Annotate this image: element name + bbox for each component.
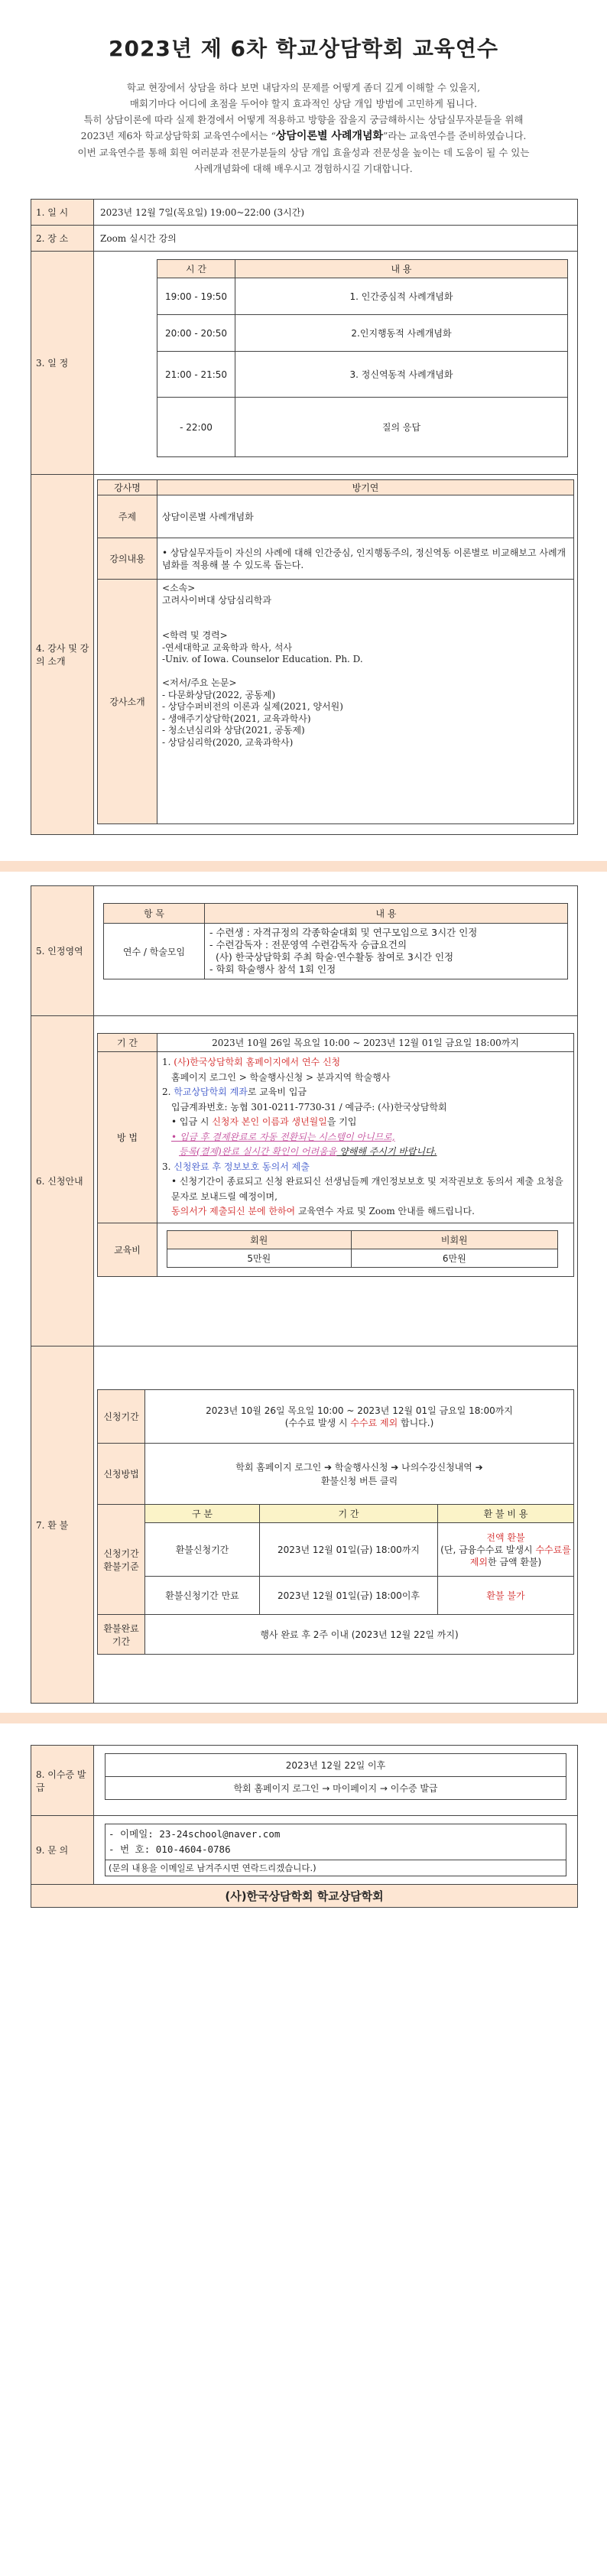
certificate-row bbox=[31, 1746, 577, 1816]
schedule-time: 21:00 - 21:50 bbox=[157, 352, 235, 398]
fee-table bbox=[167, 1230, 558, 1268]
intro-line: 특히 상담이론에 따라 실제 환경에서 어떻게 적용하고 방향을 잡을지 궁금해하시는 상담실무자분들을 위해 bbox=[83, 114, 524, 125]
certificate-date: 2023년 12월 22일 이후 bbox=[105, 1754, 566, 1777]
cert-header bbox=[104, 904, 568, 924]
rs-type: 환불신청기간 만료 bbox=[145, 1577, 260, 1615]
schedule-header-content: 내 용 bbox=[235, 260, 568, 278]
cert-table bbox=[103, 903, 568, 979]
content-value: • 상담실무자들이 자신의 사례에 대해 인간중심, 인지행동주의, 정신역동 이론별로 비교해보고 사례개념화를 적용해 볼 수 있도록 돕는다. bbox=[157, 538, 574, 580]
cert-area-label: 5. 인정영역 bbox=[31, 886, 94, 1015]
detail-text: • 입금 시 bbox=[171, 1116, 213, 1127]
step-text: 로 교육비 입금 bbox=[247, 1087, 307, 1097]
date-value: 2023년 12월 7일(목요일) 19:00~22:00 (3시간) bbox=[100, 207, 305, 218]
inquiry-email[interactable]: - 이메일: 23-24school@naver.com bbox=[109, 1828, 281, 1840]
bio-row bbox=[98, 580, 574, 824]
lecturer-label: 4. 강사 및 강의 소개 bbox=[31, 475, 94, 834]
bio-line: - 상담심리학(2020, 교육과학사) bbox=[162, 736, 294, 748]
schedule-row-item bbox=[157, 315, 568, 352]
step-number: 3. bbox=[162, 1161, 174, 1172]
refund-standard-label: 신청기간 환불기준 bbox=[98, 1505, 145, 1615]
topic-value: 상담이론별 사례개념화 bbox=[157, 495, 574, 538]
bio-line: -연세대학교 교육학과 학사, 석사 bbox=[162, 642, 293, 653]
inquiry-row bbox=[31, 1816, 577, 1885]
cert-line: - 수련생 : 자격규정의 각종학술대회 및 연구모임으로 3시간 인정 bbox=[209, 927, 478, 938]
lecturer-header bbox=[98, 480, 574, 495]
schedule-time: 20:00 - 20:50 bbox=[157, 315, 235, 352]
note-highlight: 수수료 제외 bbox=[350, 1417, 398, 1428]
note-text: 한 금액 환불) bbox=[487, 1556, 542, 1567]
fee-nonmember: 6만원 bbox=[351, 1249, 557, 1267]
method-row bbox=[98, 1052, 574, 1223]
method-label: 방 법 bbox=[98, 1052, 157, 1223]
bio-line bbox=[162, 606, 569, 619]
rs-period: 2023년 12월 01일(금) 18:00이후 bbox=[260, 1577, 438, 1615]
refund-method-row bbox=[98, 1444, 574, 1505]
refund-period-label: 신청기간 bbox=[98, 1390, 145, 1444]
refund-standard-row bbox=[98, 1577, 574, 1615]
footer-organization: (사)한국상담학회 학교상담학회 bbox=[31, 1885, 577, 1908]
method-detail bbox=[162, 1204, 569, 1220]
detail-text: 교육연수 자료 및 Zoom 안내를 해드립니다. bbox=[295, 1206, 475, 1217]
refund-method-text: 환불신청 버튼 클릭 bbox=[320, 1475, 398, 1486]
apply-label: 6. 신청안내 bbox=[31, 1016, 94, 1346]
rs-cost: 환불 불가 bbox=[438, 1577, 574, 1615]
certificate-label: 8. 이수증 발급 bbox=[31, 1746, 94, 1815]
lecturer-table-wrap bbox=[94, 475, 577, 834]
schedule-table bbox=[157, 259, 568, 457]
fee-value bbox=[157, 1223, 574, 1276]
bio-line: - 다문화상담(2022, 공동제) bbox=[162, 689, 276, 700]
info-section-1 bbox=[31, 199, 578, 835]
rs-header-period: 기 간 bbox=[260, 1505, 438, 1523]
step-title: 신청완료 후 정보보호 동의서 제출 bbox=[174, 1161, 310, 1172]
date-label: 1. 일 시 bbox=[31, 200, 94, 225]
rs-cost-note bbox=[438, 1544, 573, 1568]
lecturer-row bbox=[31, 475, 577, 834]
schedule-row-item bbox=[157, 352, 568, 398]
method-detail: 홈페이지 로그인 > 학술행사신청 > 분과지역 학술행사 bbox=[171, 1071, 391, 1083]
refund-label: 7. 환 불 bbox=[31, 1346, 94, 1703]
date-row bbox=[31, 200, 577, 226]
bio-line: <소속> bbox=[162, 583, 196, 593]
method-value bbox=[157, 1052, 574, 1223]
schedule-header-time: 시 간 bbox=[157, 260, 235, 278]
inquiry-note: (문의 내용을 이메일로 남겨주시면 연락드리겠습니다.) bbox=[105, 1860, 566, 1876]
intro-line bbox=[0, 128, 607, 145]
refund-row bbox=[31, 1346, 577, 1703]
method-note: • 입금 후 결제완료로 자동 전환되는 시스템이 아니므로, bbox=[171, 1131, 395, 1142]
schedule-content: 질의 응답 bbox=[235, 398, 568, 457]
refund-method-text: 학회 홈페이지 로그인 ➔ 학술행사신청 ➔ 나의수강신청내역 ➔ bbox=[235, 1461, 483, 1473]
method-step-2 bbox=[162, 1085, 569, 1100]
fee-row bbox=[98, 1223, 574, 1276]
info-section-2 bbox=[31, 885, 578, 1704]
refund-done-value: 행사 완료 후 2주 이내 (2023년 12월 22일 까지) bbox=[145, 1615, 574, 1655]
detail-text: 을 기입 bbox=[326, 1116, 357, 1127]
intro-line: 이번 교육연수를 통해 회원 여러분과 전문가분들의 상담 개입 효율성과 전문성을 높이는 데 도움이 될 수 있는 bbox=[77, 147, 530, 158]
bio-line: - 상담수퍼비전의 이론과 실제(2021, 양서원) bbox=[162, 701, 343, 712]
schedule-table-wrap bbox=[94, 252, 577, 474]
schedule-header bbox=[157, 260, 568, 278]
fee-header-member: 회원 bbox=[167, 1230, 352, 1249]
inquiry-phone[interactable]: - 번 호: 010-4604-0786 bbox=[109, 1843, 231, 1855]
schedule-row-item bbox=[157, 278, 568, 315]
cert-row bbox=[104, 924, 568, 979]
cert-header-content: 내 용 bbox=[205, 904, 568, 924]
refund-table-wrap bbox=[94, 1346, 577, 1703]
apply-table bbox=[97, 1033, 574, 1277]
apply-table-wrap bbox=[94, 1016, 577, 1346]
place-row bbox=[31, 226, 577, 252]
refund-period-row bbox=[98, 1390, 574, 1444]
topic-label: 주제 bbox=[98, 495, 157, 538]
intro-text bbox=[0, 80, 607, 177]
refund-done-row bbox=[98, 1615, 574, 1655]
refund-standard-row bbox=[98, 1523, 574, 1577]
note-text: (수수료 발생 시 bbox=[284, 1417, 351, 1428]
rs-cost-main: 전액 환불 bbox=[486, 1532, 525, 1543]
bio-line bbox=[162, 666, 569, 678]
certificate-path: 학회 홈페이지 로그인 → 마이페이지 → 이수증 발급 bbox=[105, 1777, 566, 1800]
period-row bbox=[98, 1034, 574, 1052]
schedule-row-item bbox=[157, 398, 568, 457]
note-text: 합니다.) bbox=[398, 1417, 434, 1428]
fee-label: 교육비 bbox=[98, 1223, 157, 1276]
cert-line: - 학회 학술행사 참석 1회 인정 bbox=[209, 963, 336, 975]
intro-text-part: ”라는 교육연수를 준비하였습니다. bbox=[383, 130, 527, 141]
method-step-3 bbox=[162, 1160, 569, 1175]
divider-band bbox=[0, 861, 607, 872]
method-detail bbox=[162, 1115, 569, 1130]
refund-table bbox=[97, 1389, 574, 1655]
bio-line: - 생애주기상담학(2021, 교육과학사) bbox=[162, 713, 311, 724]
schedule-content: 1. 인간중심적 사례개념화 bbox=[235, 278, 568, 315]
note-text: (단, 금융수수료 발생시 bbox=[440, 1544, 536, 1555]
fee-header bbox=[167, 1230, 558, 1249]
bio-value bbox=[157, 580, 574, 824]
schedule-content: 2.인지행동적 사례개념화 bbox=[235, 315, 568, 352]
step-title: (사)한국상담학회 홈페이지에서 연수 신청 bbox=[174, 1057, 341, 1067]
cert-header-item: 항 목 bbox=[104, 904, 205, 924]
refund-standard-header bbox=[98, 1505, 574, 1523]
method-step-1 bbox=[162, 1055, 569, 1070]
page-title: 2023년 제 6차 학교상담학회 교육연수 bbox=[108, 36, 499, 61]
step-number: 1. bbox=[162, 1057, 174, 1067]
schedule-time: 19:00 - 19:50 bbox=[157, 278, 235, 315]
divider-band bbox=[0, 1713, 607, 1723]
refund-period-text: 2023년 10월 26일 목요일 10:00 ~ 2023년 12월 01일 금요일 18:00까지 bbox=[206, 1405, 513, 1416]
fee-amounts bbox=[167, 1249, 558, 1267]
note-text: 양해해 주시기 바랍니다. bbox=[336, 1146, 437, 1157]
cert-content bbox=[205, 924, 568, 979]
lecturer-header-label: 강사명 bbox=[98, 480, 157, 495]
rs-header-cost: 환 불 비 용 bbox=[438, 1505, 574, 1523]
schedule-row bbox=[31, 252, 577, 475]
bio-line: - 청소년심리와 상담(2021, 공동제) bbox=[162, 725, 305, 736]
bio-label: 강사소개 bbox=[98, 580, 157, 824]
schedule-time: - 22:00 bbox=[157, 398, 235, 457]
step-number: 2. bbox=[162, 1087, 174, 1097]
topic-row bbox=[98, 495, 574, 538]
bio-line bbox=[162, 619, 569, 631]
cert-item: 연수 / 학술모임 bbox=[104, 924, 205, 979]
refund-method-value bbox=[145, 1444, 574, 1505]
refund-done-label: 환불완료 기간 bbox=[98, 1615, 145, 1655]
schedule-label: 3. 일 정 bbox=[31, 252, 94, 474]
intro-line: 학교 현장에서 상담을 하다 보면 내담자의 문제를 어떻게 좀더 깊게 이해할 수 있을지, bbox=[126, 82, 481, 93]
detail-highlight: 동의서가 제출되신 분에 한하여 bbox=[171, 1206, 296, 1217]
certificate-path-row bbox=[105, 1777, 566, 1800]
place-value: Zoom 실시간 강의 bbox=[100, 233, 177, 244]
info-section-3 bbox=[31, 1745, 578, 1908]
inquiry-label: 9. 문 의 bbox=[31, 1816, 94, 1884]
lecturer-table bbox=[97, 479, 574, 824]
period-label: 기 간 bbox=[98, 1034, 157, 1052]
rs-period: 2023년 12월 01일(금) 18:00까지 bbox=[260, 1523, 438, 1577]
apply-row bbox=[31, 1016, 577, 1346]
bio-line: <학력 및 경력> bbox=[162, 630, 228, 641]
bio-line: -Univ. of Iowa. Counselor Education. Ph. D. bbox=[162, 654, 363, 664]
note-highlight: 수수료를 제외 bbox=[469, 1544, 571, 1567]
content-label: 강의내용 bbox=[98, 538, 157, 580]
method-detail: • 신청기간이 종료되고 신청 완료되신 선생님들께 개인정보보호 및 저작권보호 동의서 제출 요청을 문자로 보내드릴 예정이며, bbox=[171, 1176, 563, 1202]
cert-table-wrap bbox=[94, 886, 577, 1015]
rs-type: 환불신청기간 bbox=[145, 1523, 260, 1577]
refund-period-note bbox=[145, 1417, 573, 1429]
inquiry-box-wrap bbox=[94, 1816, 577, 1884]
rs-header-type: 구 분 bbox=[145, 1505, 260, 1523]
intro-line: 매회기마다 어디에 초점을 두어야 할지 효과적인 상담 개입 방법에 고민하게 됩니다. bbox=[129, 98, 478, 109]
certificate-date-row bbox=[105, 1754, 566, 1777]
inquiry-box bbox=[105, 1824, 566, 1860]
step-title: 학교상담학회 계좌 bbox=[174, 1087, 248, 1097]
method-note bbox=[162, 1145, 569, 1160]
note-highlight: 등록(결제)완료 실시간 확인이 어려움을 bbox=[179, 1146, 337, 1157]
bio-line: <저서/주요 논문> bbox=[162, 677, 237, 688]
fee-header-nonmember: 비회원 bbox=[351, 1230, 557, 1249]
intro-highlight: 상담이론별 사례개념화 bbox=[275, 130, 383, 142]
refund-method-label: 신청방법 bbox=[98, 1444, 145, 1505]
cert-area-row bbox=[31, 886, 577, 1016]
schedule-content: 3. 정신역동적 사례개념화 bbox=[235, 352, 568, 398]
lecturer-name: 방기연 bbox=[157, 480, 574, 495]
certificate-table bbox=[105, 1753, 566, 1800]
intro-line: 사례개념화에 대해 배우시고 경험하시길 기대합니다. bbox=[194, 163, 413, 174]
bio-line: 고려사이버대 상담심리학과 bbox=[162, 594, 271, 606]
refund-period-value bbox=[145, 1390, 574, 1444]
period-value: 2023년 10월 26일 목요일 10:00 ~ 2023년 12월 01일 금요일 18:00까지 bbox=[157, 1034, 574, 1052]
detail-highlight: 신청자 본인 이름과 생년월일 bbox=[212, 1116, 327, 1127]
cert-line: - 수련감독자 : 전문영역 수련감독자 승급요건의 bbox=[209, 939, 407, 950]
fee-member: 5만원 bbox=[167, 1249, 352, 1267]
intro-text-part: 2023년 제6차 학교상담학회 교육연수에서는 “ bbox=[80, 130, 276, 141]
method-detail: 입금계좌번호: 농협 301-0211-7730-31 / 예금주: (사)한국상담학회 bbox=[171, 1101, 447, 1113]
certificate-table-wrap bbox=[94, 1746, 577, 1815]
cert-line: (사) 한국상담학회 주최 학술·연수활동 참여로 3시간 인정 bbox=[209, 951, 454, 963]
place-label: 2. 장 소 bbox=[31, 226, 94, 251]
content-row bbox=[98, 538, 574, 580]
rs-cost bbox=[438, 1523, 574, 1577]
